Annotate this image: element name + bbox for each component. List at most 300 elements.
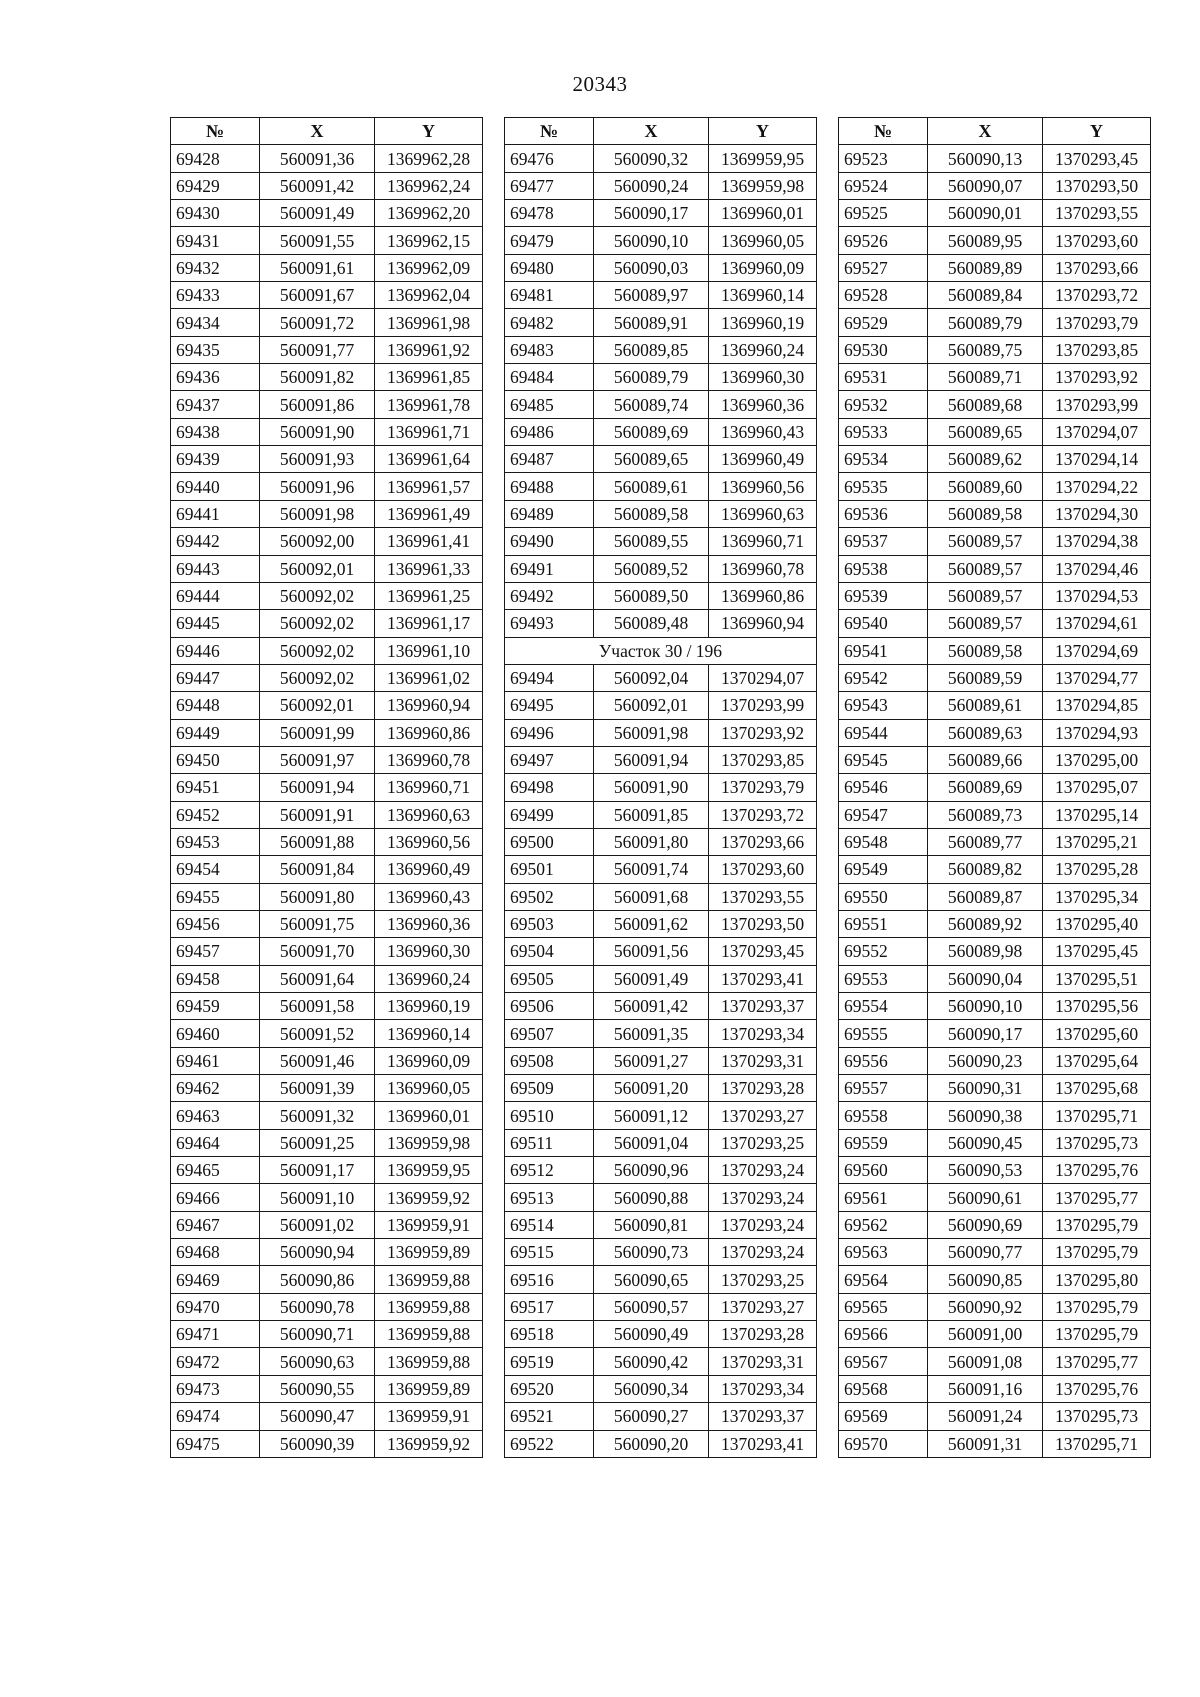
y-coordinate-cell: 1369960,49 [375,856,483,883]
point-number-cell: 69488 [505,473,594,500]
header-x: X [594,118,709,145]
point-number-cell: 69521 [505,1403,594,1430]
x-coordinate-cell: 560091,77 [260,336,375,363]
table-row [171,528,483,555]
x-coordinate-cell: 560091,49 [260,200,375,227]
x-coordinate-cell: 560090,10 [928,993,1043,1020]
point-number-cell: 69558 [839,1102,928,1129]
table-row [839,1211,1151,1238]
x-coordinate-cell: 560089,69 [928,774,1043,801]
x-coordinate-cell: 560089,62 [928,446,1043,473]
y-coordinate-cell: 1370293,66 [709,828,817,855]
y-coordinate-cell: 1369962,04 [375,282,483,309]
point-number-cell: 69535 [839,473,928,500]
y-coordinate-cell: 1370295,76 [1043,1157,1151,1184]
point-number-cell: 69428 [171,145,260,172]
y-coordinate-cell: 1370294,22 [1043,473,1151,500]
x-coordinate-cell: 560091,12 [594,1102,709,1129]
x-coordinate-cell: 560090,65 [594,1266,709,1293]
y-coordinate-cell: 1369959,91 [375,1211,483,1238]
table-row [171,883,483,910]
y-coordinate-cell: 1370294,14 [1043,446,1151,473]
table-row [839,200,1151,227]
table-row [839,938,1151,965]
y-coordinate-cell: 1370293,55 [709,883,817,910]
table-row [839,500,1151,527]
header-y: Y [1043,118,1151,145]
point-number-cell: 69523 [839,145,928,172]
y-coordinate-cell: 1369960,36 [709,391,817,418]
y-coordinate-cell: 1370293,92 [1043,364,1151,391]
table-row [171,391,483,418]
x-coordinate-cell: 560092,02 [260,610,375,637]
y-coordinate-cell: 1370295,34 [1043,883,1151,910]
table-row [171,309,483,336]
x-coordinate-cell: 560091,82 [260,364,375,391]
y-coordinate-cell: 1370295,77 [1043,1348,1151,1375]
y-coordinate-cell: 1370293,27 [709,1102,817,1129]
point-number-cell: 69467 [171,1211,260,1238]
point-number-cell: 69501 [505,856,594,883]
x-coordinate-cell: 560090,47 [260,1403,375,1430]
point-number-cell: 69441 [171,500,260,527]
table-row [505,227,817,254]
table-row [505,1047,817,1074]
point-number-cell: 69564 [839,1266,928,1293]
x-coordinate-cell: 560090,04 [928,965,1043,992]
point-number-cell: 69433 [171,282,260,309]
table-row [171,1075,483,1102]
x-coordinate-cell: 560090,17 [594,200,709,227]
y-coordinate-cell: 1370295,51 [1043,965,1151,992]
x-coordinate-cell: 560091,49 [594,965,709,992]
x-coordinate-cell: 560089,82 [928,856,1043,883]
point-number-cell: 69476 [505,145,594,172]
y-coordinate-cell: 1369960,78 [375,746,483,773]
x-coordinate-cell: 560090,10 [594,227,709,254]
table-row [171,801,483,828]
point-number-cell: 69551 [839,910,928,937]
table-row [171,227,483,254]
y-coordinate-cell: 1370295,80 [1043,1266,1151,1293]
x-coordinate-cell: 560089,74 [594,391,709,418]
y-coordinate-cell: 1369959,91 [375,1403,483,1430]
x-coordinate-cell: 560091,46 [260,1047,375,1074]
y-coordinate-cell: 1370293,37 [709,1403,817,1430]
table-row [505,418,817,445]
point-number-cell: 69480 [505,254,594,281]
y-coordinate-cell: 1370295,71 [1043,1430,1151,1457]
table-row [839,1047,1151,1074]
x-coordinate-cell: 560089,58 [594,500,709,527]
table-row [839,746,1151,773]
point-number-cell: 69454 [171,856,260,883]
coordinates-table-1 [170,117,483,1458]
x-coordinate-cell: 560090,31 [928,1075,1043,1102]
x-coordinate-cell: 560089,84 [928,282,1043,309]
table-row [505,746,817,773]
point-number-cell: 69539 [839,582,928,609]
point-number-cell: 69463 [171,1102,260,1129]
point-number-cell: 69559 [839,1129,928,1156]
y-coordinate-cell: 1369961,02 [375,664,483,691]
y-coordinate-cell: 1369960,56 [709,473,817,500]
table-row [171,664,483,691]
table-row [505,254,817,281]
x-coordinate-cell: 560091,93 [260,446,375,473]
y-coordinate-cell: 1369959,92 [375,1430,483,1457]
point-number-cell: 69436 [171,364,260,391]
y-coordinate-cell: 1370293,99 [1043,391,1151,418]
x-coordinate-cell: 560091,74 [594,856,709,883]
y-coordinate-cell: 1370293,34 [709,1020,817,1047]
x-coordinate-cell: 560090,01 [928,200,1043,227]
point-number-cell: 69447 [171,664,260,691]
point-number-cell: 69453 [171,828,260,855]
table-row [171,145,483,172]
x-coordinate-cell: 560090,17 [928,1020,1043,1047]
section-row [505,637,817,664]
table-row [839,1321,1151,1348]
x-coordinate-cell: 560089,57 [928,528,1043,555]
point-number-cell: 69542 [839,664,928,691]
table-row [505,1075,817,1102]
x-coordinate-cell: 560090,88 [594,1184,709,1211]
y-coordinate-cell: 1369960,24 [709,336,817,363]
x-coordinate-cell: 560091,75 [260,910,375,937]
table-row [505,664,817,691]
y-coordinate-cell: 1370295,71 [1043,1102,1151,1129]
y-coordinate-cell: 1370295,77 [1043,1184,1151,1211]
point-number-cell: 69514 [505,1211,594,1238]
x-coordinate-cell: 560091,70 [260,938,375,965]
table-row [505,801,817,828]
y-coordinate-cell: 1370293,45 [1043,145,1151,172]
y-coordinate-cell: 1370293,34 [709,1375,817,1402]
table-row [171,965,483,992]
y-coordinate-cell: 1370293,92 [709,719,817,746]
x-coordinate-cell: 560091,25 [260,1129,375,1156]
y-coordinate-cell: 1369960,01 [709,200,817,227]
point-number-cell: 69518 [505,1321,594,1348]
x-coordinate-cell: 560092,01 [260,555,375,582]
y-coordinate-cell: 1369961,41 [375,528,483,555]
point-number-cell: 69538 [839,555,928,582]
point-number-cell: 69560 [839,1157,928,1184]
table-row [839,309,1151,336]
point-number-cell: 69455 [171,883,260,910]
point-number-cell: 69520 [505,1375,594,1402]
point-number-cell: 69503 [505,910,594,937]
y-coordinate-cell: 1369959,95 [375,1157,483,1184]
x-coordinate-cell: 560089,57 [928,610,1043,637]
table-row [839,993,1151,1020]
point-number-cell: 69524 [839,172,928,199]
y-coordinate-cell: 1370293,50 [709,910,817,937]
table-row [171,254,483,281]
table-row [839,446,1151,473]
x-coordinate-cell: 560091,00 [928,1321,1043,1348]
point-number-cell: 69432 [171,254,260,281]
y-coordinate-cell: 1369961,64 [375,446,483,473]
point-number-cell: 69561 [839,1184,928,1211]
point-number-cell: 69449 [171,719,260,746]
table-row [505,1348,817,1375]
x-coordinate-cell: 560090,85 [928,1266,1043,1293]
y-coordinate-cell: 1370295,00 [1043,746,1151,773]
table-row [839,637,1151,664]
x-coordinate-cell: 560090,55 [260,1375,375,1402]
x-coordinate-cell: 560090,96 [594,1157,709,1184]
point-number-cell: 69570 [839,1430,928,1457]
y-coordinate-cell: 1369960,71 [375,774,483,801]
point-number-cell: 69492 [505,582,594,609]
point-number-cell: 69569 [839,1403,928,1430]
y-coordinate-cell: 1369961,71 [375,418,483,445]
x-coordinate-cell: 560089,77 [928,828,1043,855]
table-row [839,774,1151,801]
table-row [171,938,483,965]
point-number-cell: 69496 [505,719,594,746]
header-x: X [260,118,375,145]
point-number-cell: 69567 [839,1348,928,1375]
y-coordinate-cell: 1370295,07 [1043,774,1151,801]
header-y: Y [709,118,817,145]
point-number-cell: 69440 [171,473,260,500]
point-number-cell: 69469 [171,1266,260,1293]
point-number-cell: 69462 [171,1075,260,1102]
point-number-cell: 69507 [505,1020,594,1047]
x-coordinate-cell: 560089,55 [594,528,709,555]
y-coordinate-cell: 1369959,98 [375,1129,483,1156]
x-coordinate-cell: 560091,91 [260,801,375,828]
y-coordinate-cell: 1369960,56 [375,828,483,855]
x-coordinate-cell: 560091,20 [594,1075,709,1102]
point-number-cell: 69465 [171,1157,260,1184]
x-coordinate-cell: 560091,90 [594,774,709,801]
y-coordinate-cell: 1369960,86 [709,582,817,609]
table-row [171,746,483,773]
table-row [171,637,483,664]
point-number-cell: 69554 [839,993,928,1020]
point-number-cell: 69502 [505,883,594,910]
table-row [505,282,817,309]
point-number-cell: 69468 [171,1239,260,1266]
y-coordinate-cell: 1369959,89 [375,1239,483,1266]
x-coordinate-cell: 560091,97 [260,746,375,773]
table-row [839,172,1151,199]
y-coordinate-cell: 1370293,79 [1043,309,1151,336]
x-coordinate-cell: 560089,98 [928,938,1043,965]
table-row [171,719,483,746]
y-coordinate-cell: 1370295,60 [1043,1020,1151,1047]
x-coordinate-cell: 560091,35 [594,1020,709,1047]
y-coordinate-cell: 1370293,72 [1043,282,1151,309]
point-number-cell: 69505 [505,965,594,992]
point-number-cell: 69511 [505,1129,594,1156]
x-coordinate-cell: 560092,04 [594,664,709,691]
point-number-cell: 69547 [839,801,928,828]
table-row [505,965,817,992]
table-row [171,610,483,637]
table-row [171,828,483,855]
x-coordinate-cell: 560090,38 [928,1102,1043,1129]
point-number-cell: 69470 [171,1293,260,1320]
x-coordinate-cell: 560089,52 [594,555,709,582]
y-coordinate-cell: 1370293,27 [709,1293,817,1320]
point-number-cell: 69485 [505,391,594,418]
y-coordinate-cell: 1370294,30 [1043,500,1151,527]
point-number-cell: 69475 [171,1430,260,1457]
point-number-cell: 69471 [171,1321,260,1348]
table-row [171,993,483,1020]
point-number-cell: 69497 [505,746,594,773]
x-coordinate-cell: 560092,02 [260,582,375,609]
point-number-cell: 69466 [171,1184,260,1211]
table-row [839,1184,1151,1211]
y-coordinate-cell: 1369960,30 [375,938,483,965]
x-coordinate-cell: 560091,52 [260,1020,375,1047]
y-coordinate-cell: 1370293,55 [1043,200,1151,227]
y-coordinate-cell: 1369961,78 [375,391,483,418]
point-number-cell: 69472 [171,1348,260,1375]
header-row [171,118,483,145]
table-row [505,1184,817,1211]
point-number-cell: 69548 [839,828,928,855]
table-row [171,1211,483,1238]
y-coordinate-cell: 1369962,09 [375,254,483,281]
x-coordinate-cell: 560089,65 [928,418,1043,445]
x-coordinate-cell: 560089,58 [928,637,1043,664]
table-row [171,555,483,582]
y-coordinate-cell: 1370294,46 [1043,555,1151,582]
table-row [171,1102,483,1129]
x-coordinate-cell: 560091,36 [260,145,375,172]
point-number-cell: 69484 [505,364,594,391]
y-coordinate-cell: 1370295,79 [1043,1321,1151,1348]
table-row [839,610,1151,637]
table-row [839,227,1151,254]
x-coordinate-cell: 560090,24 [594,172,709,199]
x-coordinate-cell: 560089,75 [928,336,1043,363]
point-number-cell: 69565 [839,1293,928,1320]
point-number-cell: 69494 [505,664,594,691]
table-row [505,993,817,1020]
table-row [505,446,817,473]
x-coordinate-cell: 560091,80 [594,828,709,855]
x-coordinate-cell: 560091,42 [260,172,375,199]
y-coordinate-cell: 1369961,49 [375,500,483,527]
table-row [171,1047,483,1074]
x-coordinate-cell: 560089,79 [594,364,709,391]
y-coordinate-cell: 1370295,40 [1043,910,1151,937]
x-coordinate-cell: 560089,58 [928,500,1043,527]
y-coordinate-cell: 1369960,43 [709,418,817,445]
point-number-cell: 69541 [839,637,928,664]
y-coordinate-cell: 1369962,24 [375,172,483,199]
y-coordinate-cell: 1369960,36 [375,910,483,937]
y-coordinate-cell: 1369960,09 [709,254,817,281]
x-coordinate-cell: 560089,50 [594,582,709,609]
x-coordinate-cell: 560092,02 [260,664,375,691]
x-coordinate-cell: 560091,24 [928,1403,1043,1430]
point-number-cell: 69549 [839,856,928,883]
table-row [505,1157,817,1184]
point-number-cell: 69550 [839,883,928,910]
table-row [505,938,817,965]
y-coordinate-cell: 1370294,38 [1043,528,1151,555]
point-number-cell: 69515 [505,1239,594,1266]
point-number-cell: 69439 [171,446,260,473]
point-number-cell: 69460 [171,1020,260,1047]
point-number-cell: 69504 [505,938,594,965]
point-number-cell: 69527 [839,254,928,281]
point-number-cell: 69493 [505,610,594,637]
y-coordinate-cell: 1370293,31 [709,1348,817,1375]
x-coordinate-cell: 560089,85 [594,336,709,363]
point-number-cell: 69443 [171,555,260,582]
y-coordinate-cell: 1370293,99 [709,692,817,719]
table-row [505,610,817,637]
y-coordinate-cell: 1369960,01 [375,1102,483,1129]
point-number-cell: 69553 [839,965,928,992]
x-coordinate-cell: 560090,49 [594,1321,709,1348]
point-number-cell: 69457 [171,938,260,965]
y-coordinate-cell: 1369960,24 [375,965,483,992]
table-row [505,1102,817,1129]
point-number-cell: 69434 [171,309,260,336]
point-number-cell: 69557 [839,1075,928,1102]
table-row [505,856,817,883]
table-row [171,1403,483,1430]
y-coordinate-cell: 1370295,79 [1043,1211,1151,1238]
y-coordinate-cell: 1369961,92 [375,336,483,363]
x-coordinate-cell: 560090,63 [260,1348,375,1375]
table-row [839,391,1151,418]
x-coordinate-cell: 560089,61 [928,692,1043,719]
y-coordinate-cell: 1370295,56 [1043,993,1151,1020]
point-number-cell: 69526 [839,227,928,254]
table-row [505,172,817,199]
y-coordinate-cell: 1370293,24 [709,1184,817,1211]
table-row [171,336,483,363]
y-coordinate-cell: 1370295,28 [1043,856,1151,883]
table-row [505,883,817,910]
y-coordinate-cell: 1369960,78 [709,555,817,582]
table-row [839,254,1151,281]
y-coordinate-cell: 1369961,85 [375,364,483,391]
point-number-cell: 69483 [505,336,594,363]
y-coordinate-cell: 1370293,31 [709,1047,817,1074]
table-row [171,418,483,445]
y-coordinate-cell: 1370293,41 [709,1430,817,1457]
y-coordinate-cell: 1370293,66 [1043,254,1151,281]
table-row [171,582,483,609]
table-row [171,910,483,937]
table-row [171,692,483,719]
point-number-cell: 69532 [839,391,928,418]
header-number: № [839,118,928,145]
table-row [505,364,817,391]
x-coordinate-cell: 560091,96 [260,473,375,500]
y-coordinate-cell: 1370293,24 [709,1157,817,1184]
y-coordinate-cell: 1369959,88 [375,1266,483,1293]
x-coordinate-cell: 560089,69 [594,418,709,445]
y-coordinate-cell: 1370293,85 [1043,336,1151,363]
point-number-cell: 69448 [171,692,260,719]
table-row [839,1239,1151,1266]
point-number-cell: 69498 [505,774,594,801]
